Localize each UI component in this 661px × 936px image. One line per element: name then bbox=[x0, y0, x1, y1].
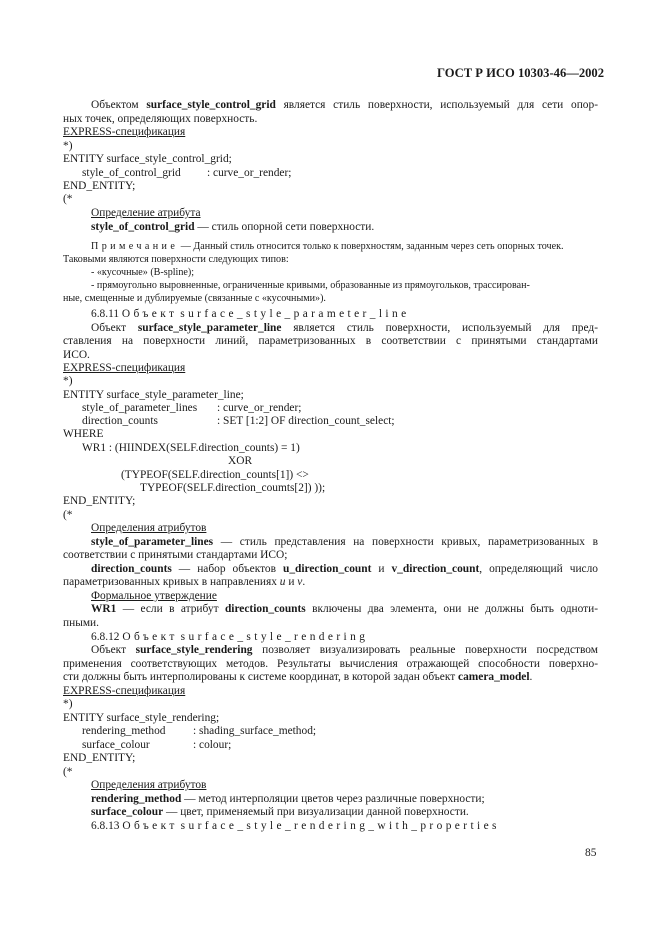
attribute-definition: style_of_control_grid — стиль опорной сети поверхности. bbox=[91, 221, 375, 233]
where-rule: WR1 : (HIINDEX(SELF.direction_counts) = 1) bbox=[82, 442, 300, 454]
section-heading-6-8-11: 6.8.11 Объект surface_style_parameter_line bbox=[91, 308, 410, 320]
comment-open: *) bbox=[63, 140, 73, 152]
attribute-definition-heading: Определение атрибута bbox=[91, 207, 201, 219]
comment-open: *) bbox=[63, 375, 73, 387]
where-rule-xor: XOR bbox=[228, 455, 253, 467]
comment-open: *) bbox=[63, 698, 73, 710]
paragraph-line: сти должны быть интерполированы к системе координат, в которой задан объект camera_model. bbox=[63, 671, 533, 683]
note-line: Таковыми являются поверхности следующих типов: bbox=[63, 254, 289, 265]
note-line: - «кусочные» (B-spline); bbox=[91, 267, 195, 278]
entity-attribute-type: : curve_or_render; bbox=[217, 402, 302, 414]
paragraph-line: ИСО. bbox=[63, 349, 90, 361]
section-heading-6-8-13: 6.8.13 Объект surface_style_rendering_with_properties bbox=[91, 820, 500, 832]
where-rule-typeof: TYPEOF(SELF.direction_coumts[2]) )); bbox=[140, 482, 326, 494]
entity-declaration: ENTITY surface_style_control_grid; bbox=[63, 153, 232, 165]
entity-attribute-type: : shading_surface_method; bbox=[193, 725, 317, 737]
attribute-definition-line: параметризованных кривых в направлениях u и v. bbox=[63, 576, 306, 588]
paragraph-line: ных точек, определяющих поверхность. bbox=[63, 113, 258, 125]
attribute-definition: direction_counts — набор объектов u_direction_count и v_direction_count, определяющий число bbox=[91, 563, 598, 575]
express-spec-label: EXPRESS-спецификация bbox=[63, 362, 186, 374]
entity-attribute-type: : colour; bbox=[193, 739, 232, 751]
entity-attribute-name: surface_colour bbox=[82, 739, 150, 751]
note-line: ные, смещенные и дублируемые (связанные с «кусочными»). bbox=[63, 293, 326, 304]
entity-attribute-type: : SET [1:2] OF direction_count_select; bbox=[217, 415, 395, 427]
document-header: ГОСТ Р ИСО 10303-46—2002 bbox=[437, 66, 605, 80]
where-rule-typeof: (TYPEOF(SELF.direction_counts[1]) <> bbox=[121, 469, 309, 481]
entity-end: END_ENTITY; bbox=[63, 752, 136, 764]
attribute-definition: rendering_method — метод интерполяции цветов через различные поверхности; bbox=[91, 793, 485, 805]
paragraph-parameter-line: Объект surface_style_parameter_line является стиль поверхности, используемый для пред- bbox=[91, 322, 598, 334]
formal-proposition-line: пными. bbox=[63, 617, 99, 629]
paragraph-line: ставления на поверхности линий, параметризованных в соответствии с принятыми стандартами bbox=[63, 335, 598, 347]
attribute-definition: surface_colour — цвет, применяемый при визуализации данной поверхности. bbox=[91, 806, 469, 818]
comment-close: (* bbox=[63, 193, 73, 205]
attribute-definitions-heading: Определения атрибутов bbox=[91, 779, 207, 791]
entity-attribute-name: direction_counts bbox=[82, 415, 158, 427]
paragraph-rendering: Объект surface_style_rendering позволяет визуализировать реальные поверхности посредством bbox=[91, 644, 598, 656]
express-spec-label: EXPRESS-спецификация bbox=[63, 685, 186, 697]
entity-declaration: ENTITY surface_style_rendering; bbox=[63, 712, 220, 724]
attribute-definition-line: соответствии с принятыми стандартами ИСО; bbox=[63, 549, 288, 561]
express-spec-label: EXPRESS-спецификация bbox=[63, 126, 186, 138]
comment-close: (* bbox=[63, 509, 73, 521]
note-line: - прямоугольно выровненные, ограниченные кривыми, образованные из прямоугольков, трассирован- bbox=[91, 280, 530, 291]
paragraph-line: применения соответствующих методов. Результаты вычисления отражающей способности поверхно- bbox=[63, 658, 598, 670]
where-clause: WHERE bbox=[63, 428, 104, 440]
entity-attribute-name: rendering_method bbox=[82, 725, 166, 737]
entity-end: END_ENTITY; bbox=[63, 180, 136, 192]
page-number: 85 bbox=[585, 847, 597, 859]
note-line: Примечание — Данный стиль относится только к поверхностям, заданным через сеть опорных точек. bbox=[91, 241, 564, 252]
attribute-definition: style_of_parameter_lines — стиль представления на поверхности кривых, параметризованных в bbox=[91, 536, 598, 548]
formal-proposition: WR1 — если в атрибут direction_counts включены два элемента, они не должны быть одноти- bbox=[91, 603, 598, 615]
entity-attribute-name: style_of_control_grid bbox=[82, 167, 181, 179]
entity-attribute-type: : curve_or_render; bbox=[207, 167, 292, 179]
section-heading-6-8-12: 6.8.12 Объект surface_style_rendering bbox=[91, 631, 369, 643]
paragraph-control-grid: Объектом surface_style_control_grid является стиль поверхности, используемый для сети опор- bbox=[91, 99, 598, 111]
formal-proposition-heading: Формальное утверждение bbox=[91, 590, 217, 602]
entity-attribute-name: style_of_parameter_lines bbox=[82, 402, 198, 414]
entity-end: END_ENTITY; bbox=[63, 495, 136, 507]
entity-declaration: ENTITY surface_style_parameter_line; bbox=[63, 389, 244, 401]
comment-close: (* bbox=[63, 766, 73, 778]
attribute-definitions-heading: Определения атрибутов bbox=[91, 522, 207, 534]
